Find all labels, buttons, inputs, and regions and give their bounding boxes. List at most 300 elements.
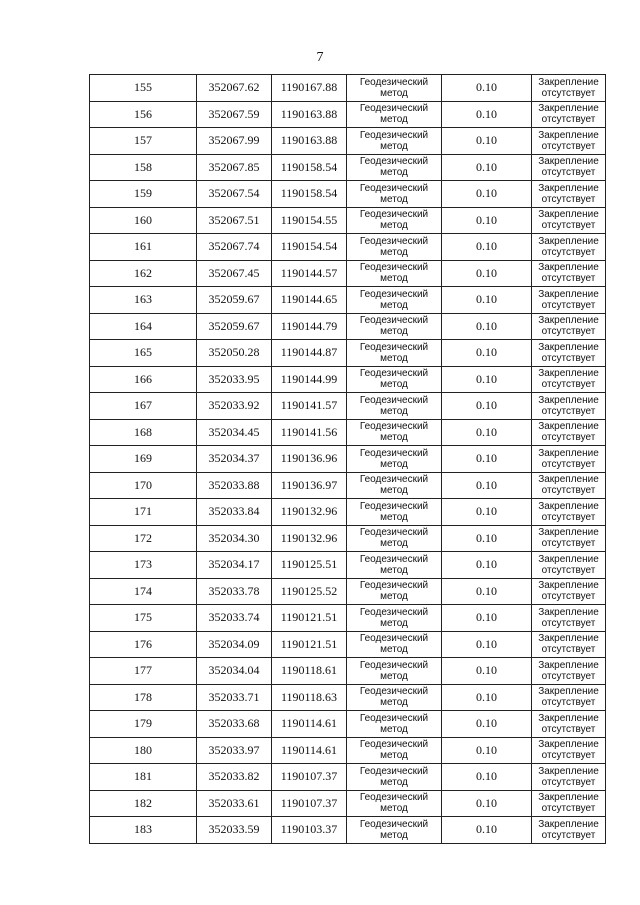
coordinate-x: 352067.59 — [197, 101, 272, 128]
fixation-line-2: отсутствует — [541, 140, 596, 152]
fixation-description — [532, 578, 606, 605]
coordinate-y: 1190121.51 — [272, 605, 347, 632]
coordinate-x: 352034.09 — [197, 631, 272, 658]
method-line-2: метод — [380, 750, 408, 762]
fixation-line-1: Закрепление — [538, 633, 599, 645]
accuracy-value: 0.10 — [442, 631, 532, 658]
method-line-1: Геодезический — [359, 765, 429, 777]
accuracy-value: 0.10 — [442, 552, 532, 579]
point-number: 157 — [90, 128, 197, 155]
method-line-2: метод — [380, 617, 408, 629]
determination-method — [347, 181, 442, 208]
coordinate-y: 1190144.87 — [272, 340, 347, 367]
accuracy-value: 0.10 — [442, 446, 532, 473]
fixation-line-2: отсутствует — [541, 670, 596, 682]
method-line-1: Геодезический — [359, 606, 429, 618]
fixation-line-2: отсутствует — [541, 697, 596, 709]
fixation-description — [532, 525, 606, 552]
fixation-line-1: Закрепление — [538, 341, 599, 353]
fixation-line-1: Закрепление — [538, 182, 599, 194]
fixation-line-2: отсутствует — [541, 379, 596, 391]
accuracy-value: 0.10 — [442, 658, 532, 685]
coordinate-x: 352067.85 — [197, 154, 272, 181]
determination-method — [347, 313, 442, 340]
coordinate-x: 352067.45 — [197, 260, 272, 287]
fixation-line-1: Закрепление — [538, 686, 599, 698]
point-number: 182 — [90, 790, 197, 817]
determination-method — [347, 101, 442, 128]
fixation-line-2: отсутствует — [541, 776, 596, 788]
fixation-line-2: отсутствует — [541, 220, 596, 232]
accuracy-value: 0.10 — [442, 764, 532, 791]
method-line-2: метод — [380, 193, 408, 205]
coordinate-y: 1190158.54 — [272, 154, 347, 181]
fixation-line-2: отсутствует — [541, 564, 596, 576]
table-row — [90, 366, 606, 393]
coordinate-x: 352067.74 — [197, 234, 272, 261]
accuracy-value: 0.10 — [442, 207, 532, 234]
fixation-line-1: Закрепление — [538, 421, 599, 433]
table-row — [90, 472, 606, 499]
method-line-2: метод — [380, 432, 408, 444]
coordinate-x: 352067.51 — [197, 207, 272, 234]
method-line-1: Геодезический — [359, 288, 429, 300]
table-row — [90, 631, 606, 658]
fixation-line-2: отсутствует — [541, 273, 596, 285]
method-line-2: метод — [380, 538, 408, 550]
determination-method — [347, 234, 442, 261]
method-line-2: метод — [380, 723, 408, 735]
method-line-1: Геодезический — [359, 792, 429, 804]
fixation-line-1: Закрепление — [538, 659, 599, 671]
method-line-2: метод — [380, 829, 408, 841]
point-number: 166 — [90, 366, 197, 393]
fixation-description — [532, 313, 606, 340]
method-line-2: метод — [380, 273, 408, 285]
coordinate-y: 1190107.37 — [272, 790, 347, 817]
point-number: 172 — [90, 525, 197, 552]
accuracy-value: 0.10 — [442, 499, 532, 526]
table-row — [90, 313, 606, 340]
fixation-line-2: отсутствует — [541, 167, 596, 179]
table-row — [90, 419, 606, 446]
fixation-line-2: отсутствует — [541, 591, 596, 603]
fixation-line-2: отсутствует — [541, 326, 596, 338]
method-line-1: Геодезический — [359, 156, 429, 168]
fixation-description — [532, 817, 606, 844]
method-line-2: метод — [380, 644, 408, 656]
method-line-1: Геодезический — [359, 315, 429, 327]
coordinate-y: 1190136.97 — [272, 472, 347, 499]
method-line-1: Геодезический — [359, 739, 429, 751]
point-number: 159 — [90, 181, 197, 208]
point-number: 183 — [90, 817, 197, 844]
method-line-1: Геодезический — [359, 182, 429, 194]
fixation-line-1: Закрепление — [538, 394, 599, 406]
point-number: 174 — [90, 578, 197, 605]
method-line-2: метод — [380, 485, 408, 497]
fixation-line-1: Закрепление — [538, 606, 599, 618]
fixation-line-2: отсутствует — [541, 511, 596, 523]
table-row — [90, 181, 606, 208]
coordinate-x: 352034.45 — [197, 419, 272, 446]
fixation-line-2: отсутствует — [541, 193, 596, 205]
coordinate-y: 1190154.54 — [272, 234, 347, 261]
fixation-line-1: Закрепление — [538, 315, 599, 327]
coordinate-x: 352034.17 — [197, 552, 272, 579]
coordinate-x: 352067.62 — [197, 75, 272, 102]
method-line-1: Геодезический — [359, 712, 429, 724]
fixation-description — [532, 101, 606, 128]
coordinate-y: 1190114.61 — [272, 737, 347, 764]
coordinate-x: 352033.82 — [197, 764, 272, 791]
accuracy-value: 0.10 — [442, 711, 532, 738]
method-line-2: метод — [380, 299, 408, 311]
method-line-2: метод — [380, 379, 408, 391]
coordinate-y: 1190121.51 — [272, 631, 347, 658]
coordinate-y: 1190118.61 — [272, 658, 347, 685]
determination-method — [347, 711, 442, 738]
method-line-2: метод — [380, 511, 408, 523]
coordinate-x: 352033.59 — [197, 817, 272, 844]
point-number: 177 — [90, 658, 197, 685]
coordinate-x: 352034.04 — [197, 658, 272, 685]
determination-method — [347, 393, 442, 420]
coordinate-x: 352034.37 — [197, 446, 272, 473]
accuracy-value: 0.10 — [442, 260, 532, 287]
method-line-1: Геодезический — [359, 235, 429, 247]
fixation-line-1: Закрепление — [538, 818, 599, 830]
table-row — [90, 790, 606, 817]
fixation-line-1: Закрепление — [538, 474, 599, 486]
coordinate-y: 1190141.57 — [272, 393, 347, 420]
fixation-line-1: Закрепление — [538, 129, 599, 141]
fixation-line-1: Закрепление — [538, 765, 599, 777]
coordinate-y: 1190132.96 — [272, 499, 347, 526]
method-line-2: метод — [380, 167, 408, 179]
table-row — [90, 287, 606, 314]
fixation-line-1: Закрепление — [538, 739, 599, 751]
fixation-description — [532, 207, 606, 234]
method-line-2: метод — [380, 670, 408, 682]
method-line-1: Геодезический — [359, 129, 429, 141]
fixation-line-2: отсутствует — [541, 644, 596, 656]
method-line-1: Геодезический — [359, 421, 429, 433]
table-row — [90, 446, 606, 473]
fixation-description — [532, 605, 606, 632]
table-row — [90, 525, 606, 552]
fixation-line-1: Закрепление — [538, 580, 599, 592]
coordinate-y: 1190107.37 — [272, 764, 347, 791]
fixation-line-1: Закрепление — [538, 103, 599, 115]
fixation-line-1: Закрепление — [538, 262, 599, 274]
fixation-line-2: отсутствует — [541, 538, 596, 550]
fixation-description — [532, 260, 606, 287]
method-line-2: метод — [380, 564, 408, 576]
method-line-2: метод — [380, 803, 408, 815]
accuracy-value: 0.10 — [442, 737, 532, 764]
fixation-line-1: Закрепление — [538, 527, 599, 539]
fixation-line-2: отсутствует — [541, 750, 596, 762]
determination-method — [347, 658, 442, 685]
coordinate-y: 1190125.52 — [272, 578, 347, 605]
method-line-1: Геодезический — [359, 103, 429, 115]
coordinate-x: 352050.28 — [197, 340, 272, 367]
table-row — [90, 578, 606, 605]
fixation-description — [532, 234, 606, 261]
determination-method — [347, 366, 442, 393]
page-number: 7 — [316, 50, 324, 65]
coordinate-y: 1190118.63 — [272, 684, 347, 711]
point-number: 178 — [90, 684, 197, 711]
table-row — [90, 684, 606, 711]
coordinate-y: 1190163.88 — [272, 101, 347, 128]
determination-method — [347, 499, 442, 526]
method-line-1: Геодезический — [359, 686, 429, 698]
method-line-1: Геодезический — [359, 659, 429, 671]
method-line-1: Геодезический — [359, 262, 429, 274]
method-line-2: метод — [380, 220, 408, 232]
coordinate-x: 352033.88 — [197, 472, 272, 499]
coordinate-x: 352033.61 — [197, 790, 272, 817]
table-row — [90, 658, 606, 685]
table-row — [90, 234, 606, 261]
fixation-line-2: отсутствует — [541, 246, 596, 258]
point-number: 176 — [90, 631, 197, 658]
coordinate-x: 352067.99 — [197, 128, 272, 155]
fixation-description — [532, 181, 606, 208]
method-line-2: метод — [380, 114, 408, 126]
fixation-description — [532, 631, 606, 658]
fixation-line-2: отсутствует — [541, 299, 596, 311]
fixation-line-1: Закрепление — [538, 76, 599, 88]
method-line-2: метод — [380, 776, 408, 788]
fixation-line-2: отсутствует — [541, 458, 596, 470]
method-line-1: Геодезический — [359, 209, 429, 221]
point-number: 167 — [90, 393, 197, 420]
fixation-line-2: отсутствует — [541, 114, 596, 126]
fixation-line-1: Закрепление — [538, 156, 599, 168]
determination-method — [347, 552, 442, 579]
coordinates-table — [89, 74, 606, 844]
point-number: 170 — [90, 472, 197, 499]
table-row — [90, 711, 606, 738]
fixation-line-1: Закрепление — [538, 792, 599, 804]
determination-method — [347, 260, 442, 287]
point-number: 169 — [90, 446, 197, 473]
table-row — [90, 552, 606, 579]
table-row — [90, 75, 606, 102]
method-line-1: Геодезический — [359, 76, 429, 88]
method-line-1: Геодезический — [359, 818, 429, 830]
fixation-description — [532, 790, 606, 817]
coordinate-y: 1190144.65 — [272, 287, 347, 314]
fixation-line-2: отсутствует — [541, 352, 596, 364]
fixation-line-1: Закрепление — [538, 209, 599, 221]
coordinate-x: 352059.67 — [197, 313, 272, 340]
fixation-description — [532, 711, 606, 738]
fixation-line-1: Закрепление — [538, 368, 599, 380]
point-number: 179 — [90, 711, 197, 738]
coordinate-y: 1190114.61 — [272, 711, 347, 738]
method-line-2: метод — [380, 246, 408, 258]
coordinate-y: 1190125.51 — [272, 552, 347, 579]
accuracy-value: 0.10 — [442, 790, 532, 817]
determination-method — [347, 154, 442, 181]
accuracy-value: 0.10 — [442, 154, 532, 181]
table-row — [90, 817, 606, 844]
fixation-line-2: отсутствует — [541, 829, 596, 841]
fixation-description — [532, 764, 606, 791]
point-number: 156 — [90, 101, 197, 128]
accuracy-value: 0.10 — [442, 817, 532, 844]
table-body — [90, 75, 606, 844]
fixation-line-2: отсутствует — [541, 803, 596, 815]
fixation-line-2: отсутствует — [541, 432, 596, 444]
point-number: 175 — [90, 605, 197, 632]
determination-method — [347, 578, 442, 605]
table-row — [90, 128, 606, 155]
table-row — [90, 101, 606, 128]
coordinate-x: 352033.95 — [197, 366, 272, 393]
coordinate-x: 352033.97 — [197, 737, 272, 764]
point-number: 173 — [90, 552, 197, 579]
fixation-description — [532, 446, 606, 473]
determination-method — [347, 631, 442, 658]
method-line-1: Геодезический — [359, 633, 429, 645]
coordinate-x: 352067.54 — [197, 181, 272, 208]
method-line-2: метод — [380, 405, 408, 417]
coordinate-y: 1190167.88 — [272, 75, 347, 102]
fixation-description — [532, 287, 606, 314]
method-line-2: метод — [380, 458, 408, 470]
coordinate-x: 352059.67 — [197, 287, 272, 314]
method-line-2: метод — [380, 697, 408, 709]
point-number: 161 — [90, 234, 197, 261]
coordinate-y: 1190154.55 — [272, 207, 347, 234]
fixation-description — [532, 472, 606, 499]
fixation-line-1: Закрепление — [538, 235, 599, 247]
method-line-1: Геодезический — [359, 474, 429, 486]
point-number: 168 — [90, 419, 197, 446]
accuracy-value: 0.10 — [442, 472, 532, 499]
method-line-2: метод — [380, 140, 408, 152]
accuracy-value: 0.10 — [442, 340, 532, 367]
point-number: 163 — [90, 287, 197, 314]
determination-method — [347, 525, 442, 552]
determination-method — [347, 472, 442, 499]
fixation-description — [532, 737, 606, 764]
table-row — [90, 499, 606, 526]
coordinate-x: 352033.68 — [197, 711, 272, 738]
accuracy-value: 0.10 — [442, 525, 532, 552]
fixation-description — [532, 552, 606, 579]
accuracy-value: 0.10 — [442, 313, 532, 340]
accuracy-value: 0.10 — [442, 419, 532, 446]
accuracy-value: 0.10 — [442, 578, 532, 605]
method-line-1: Геодезический — [359, 500, 429, 512]
accuracy-value: 0.10 — [442, 366, 532, 393]
fixation-line-1: Закрепление — [538, 447, 599, 459]
method-line-1: Геодезический — [359, 447, 429, 459]
determination-method — [347, 419, 442, 446]
coordinate-y: 1190136.96 — [272, 446, 347, 473]
point-number: 155 — [90, 75, 197, 102]
accuracy-value: 0.10 — [442, 101, 532, 128]
coordinate-x: 352033.92 — [197, 393, 272, 420]
determination-method — [347, 684, 442, 711]
point-number: 181 — [90, 764, 197, 791]
method-line-1: Геодезический — [359, 368, 429, 380]
determination-method — [347, 207, 442, 234]
coordinate-x: 352034.30 — [197, 525, 272, 552]
determination-method — [347, 446, 442, 473]
fixation-line-2: отсутствует — [541, 87, 596, 99]
coordinate-y: 1190163.88 — [272, 128, 347, 155]
fixation-line-2: отсутствует — [541, 617, 596, 629]
method-line-1: Геодезический — [359, 580, 429, 592]
accuracy-value: 0.10 — [442, 128, 532, 155]
accuracy-value: 0.10 — [442, 287, 532, 314]
accuracy-value: 0.10 — [442, 684, 532, 711]
determination-method — [347, 75, 442, 102]
point-number: 171 — [90, 499, 197, 526]
coordinate-x: 352033.74 — [197, 605, 272, 632]
coordinate-x: 352033.78 — [197, 578, 272, 605]
method-line-1: Геодезический — [359, 394, 429, 406]
method-line-2: метод — [380, 87, 408, 99]
method-line-1: Геодезический — [359, 553, 429, 565]
method-line-2: метод — [380, 591, 408, 603]
coordinate-y: 1190144.57 — [272, 260, 347, 287]
fixation-description — [532, 154, 606, 181]
fixation-description — [532, 75, 606, 102]
point-number: 165 — [90, 340, 197, 367]
fixation-line-2: отсутствует — [541, 485, 596, 497]
fixation-line-1: Закрепление — [538, 288, 599, 300]
determination-method — [347, 737, 442, 764]
fixation-description — [532, 684, 606, 711]
determination-method — [347, 764, 442, 791]
method-line-1: Геодезический — [359, 527, 429, 539]
table-row — [90, 605, 606, 632]
fixation-line-2: отсутствует — [541, 723, 596, 735]
table-row — [90, 737, 606, 764]
point-number: 180 — [90, 737, 197, 764]
table-row — [90, 764, 606, 791]
coordinate-x: 352033.84 — [197, 499, 272, 526]
point-number: 158 — [90, 154, 197, 181]
fixation-line-1: Закрепление — [538, 712, 599, 724]
determination-method — [347, 287, 442, 314]
fixation-description — [532, 499, 606, 526]
fixation-description — [532, 340, 606, 367]
fixation-description — [532, 393, 606, 420]
fixation-line-1: Закрепление — [538, 553, 599, 565]
method-line-1: Геодезический — [359, 341, 429, 353]
fixation-description — [532, 658, 606, 685]
coordinate-y: 1190132.96 — [272, 525, 347, 552]
determination-method — [347, 605, 442, 632]
accuracy-value: 0.10 — [442, 393, 532, 420]
determination-method — [347, 340, 442, 367]
point-number: 162 — [90, 260, 197, 287]
accuracy-value: 0.10 — [442, 605, 532, 632]
table-row — [90, 393, 606, 420]
fixation-description — [532, 419, 606, 446]
coordinate-x: 352033.71 — [197, 684, 272, 711]
accuracy-value: 0.10 — [442, 181, 532, 208]
